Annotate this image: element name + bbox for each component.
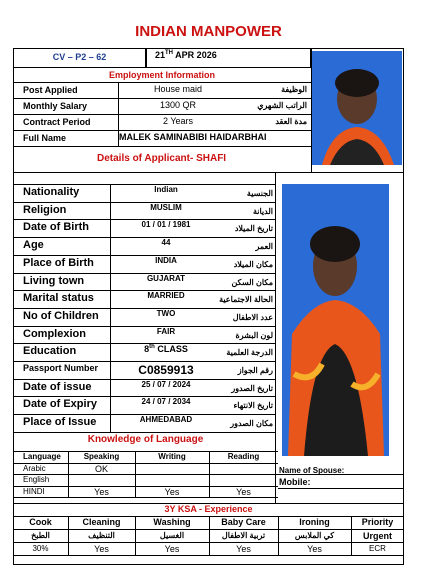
experience-header: Washing: [153, 517, 191, 527]
applicant-label-ar: الحالة الاجتماعية: [219, 295, 273, 304]
applicant-label-ar: الجنسية: [246, 189, 273, 198]
language-header: Writing: [158, 452, 186, 461]
experience-value: Yes: [307, 544, 322, 554]
experience-value: Yes: [164, 544, 180, 554]
applicant-label-ar: مكان السكن: [231, 278, 273, 287]
applicant-label: Living town: [23, 275, 85, 287]
applicant-photo-small: [312, 51, 402, 165]
language-header: Language: [23, 452, 61, 461]
employment-label: Full Name: [23, 133, 67, 143]
applicant-label: Place of Issue: [23, 416, 97, 428]
applicant-label-ar: الدرجة العلمية: [226, 348, 273, 357]
experience-header: Cook: [29, 517, 52, 527]
ref-date: 21TH APR 2026: [155, 50, 217, 60]
applicant-label: Passport Number: [23, 363, 99, 373]
applicant-section-title: Details of Applicant- SHAFI: [97, 153, 227, 164]
page-title: INDIAN MANPOWER: [135, 22, 282, 40]
experience-header: Priority: [361, 517, 394, 527]
employment-label-ar: مدة العقد: [275, 117, 307, 126]
applicant-label-ar: رقم الجواز: [237, 366, 273, 375]
applicant-label-ar: لون البشرة: [235, 331, 273, 340]
applicant-label: Marital status: [23, 292, 94, 304]
employment-label: Contract Period: [23, 117, 91, 127]
applicant-value: 44: [161, 238, 171, 247]
applicant-photo-full: [282, 184, 389, 456]
applicant-value: 25 / 07 / 2024: [141, 380, 191, 389]
applicant-value: 24 / 07 / 2034: [141, 397, 191, 406]
language-level: Yes: [94, 487, 109, 497]
language-name: HINDI: [23, 487, 45, 496]
employment-section-title: Employment Information: [108, 70, 215, 80]
applicant-value: 01 / 01 / 1981: [141, 220, 191, 229]
applicant-label: Complexion: [23, 328, 86, 340]
applicant-label-ar: العمر: [255, 242, 273, 251]
language-level: Yes: [164, 487, 180, 497]
experience-header: Baby Care: [221, 517, 266, 527]
employment-value: 2 Years: [162, 116, 194, 126]
education-value: 8th CLASS: [144, 344, 188, 354]
applicant-value: TWO: [156, 309, 176, 318]
language-name: Arabic: [23, 464, 46, 473]
applicant-label-ar: تاريخ الصدور: [231, 384, 273, 393]
applicant-label-ar: الديانة: [252, 207, 273, 216]
language-header: Reading: [227, 452, 260, 461]
experience-value: ECR: [369, 544, 386, 553]
experience-header-ar: التنظيف: [88, 531, 115, 540]
applicant-value: GUJARAT: [146, 274, 186, 283]
language-section-title: Knowledge of Language: [87, 434, 204, 445]
experience-section-title: 3Y KSA - Experience: [164, 504, 253, 514]
spouse-label: Name of Spouse:: [279, 466, 345, 475]
applicant-label: Place of Birth: [23, 257, 94, 269]
experience-header-ar: Urgent: [363, 531, 392, 541]
applicant-label: Religion: [23, 204, 67, 216]
experience-value: Yes: [236, 544, 251, 554]
ref-code: CV – P2 – 62: [52, 52, 107, 62]
employment-value: 1300 QR: [159, 100, 197, 110]
applicant-value: MARRIED: [147, 291, 185, 300]
experience-value: Yes: [94, 544, 109, 554]
employment-value: House maid: [153, 84, 203, 94]
mobile-label: Mobile:: [279, 477, 311, 487]
employment-label-ar: الوظيفة: [281, 85, 307, 94]
applicant-value: INDIA: [155, 256, 177, 265]
applicant-label-ar: تاريخ الميلاد: [234, 224, 273, 233]
applicant-value: FAIR: [156, 327, 176, 336]
experience-value: 30%: [32, 544, 49, 553]
applicant-label-ar: تاريخ الانتهاء: [233, 401, 273, 410]
applicant-value: C0859913: [138, 363, 194, 377]
experience-header-ar: تربية الاطفال: [221, 531, 266, 540]
language-name: English: [23, 475, 50, 484]
applicant-label: Date of Birth: [23, 221, 89, 233]
applicant-value: MUSLIM: [150, 203, 182, 212]
experience-header: Cleaning: [82, 517, 121, 527]
applicant-label: Age: [23, 239, 44, 251]
applicant-label: No of Children: [23, 310, 99, 322]
language-level: Yes: [236, 487, 251, 497]
applicant-label-ar: عدد الاطفال: [232, 313, 273, 322]
experience-header: Ironing: [299, 517, 330, 527]
full-name-value: MALEK SAMINABIBI HAIDARBHAI: [119, 132, 267, 142]
applicant-label-ar: مكان الصدور: [230, 419, 273, 428]
experience-header-ar: الطبخ: [31, 531, 50, 540]
experience-header-ar: الغسيل: [159, 531, 185, 540]
employment-label: Monthly Salary: [23, 101, 88, 111]
language-level: OK: [94, 464, 108, 474]
employment-label: Post Applied: [23, 85, 78, 95]
cv-sheet: [13, 14, 404, 565]
applicant-label: Date of issue: [23, 381, 92, 393]
applicant-value: AHMEDABAD: [139, 415, 193, 424]
applicant-value: Indian: [154, 185, 178, 194]
employment-label-ar: الراتب الشهري: [257, 101, 307, 110]
applicant-label-ar: مكان الميلاد: [233, 260, 273, 269]
applicant-label: Date of Expiry: [23, 398, 97, 410]
applicant-label: Nationality: [23, 186, 80, 198]
experience-header-ar: كي الملابس: [294, 531, 335, 540]
applicant-label: Education: [23, 345, 77, 357]
language-header: Speaking: [83, 452, 120, 461]
